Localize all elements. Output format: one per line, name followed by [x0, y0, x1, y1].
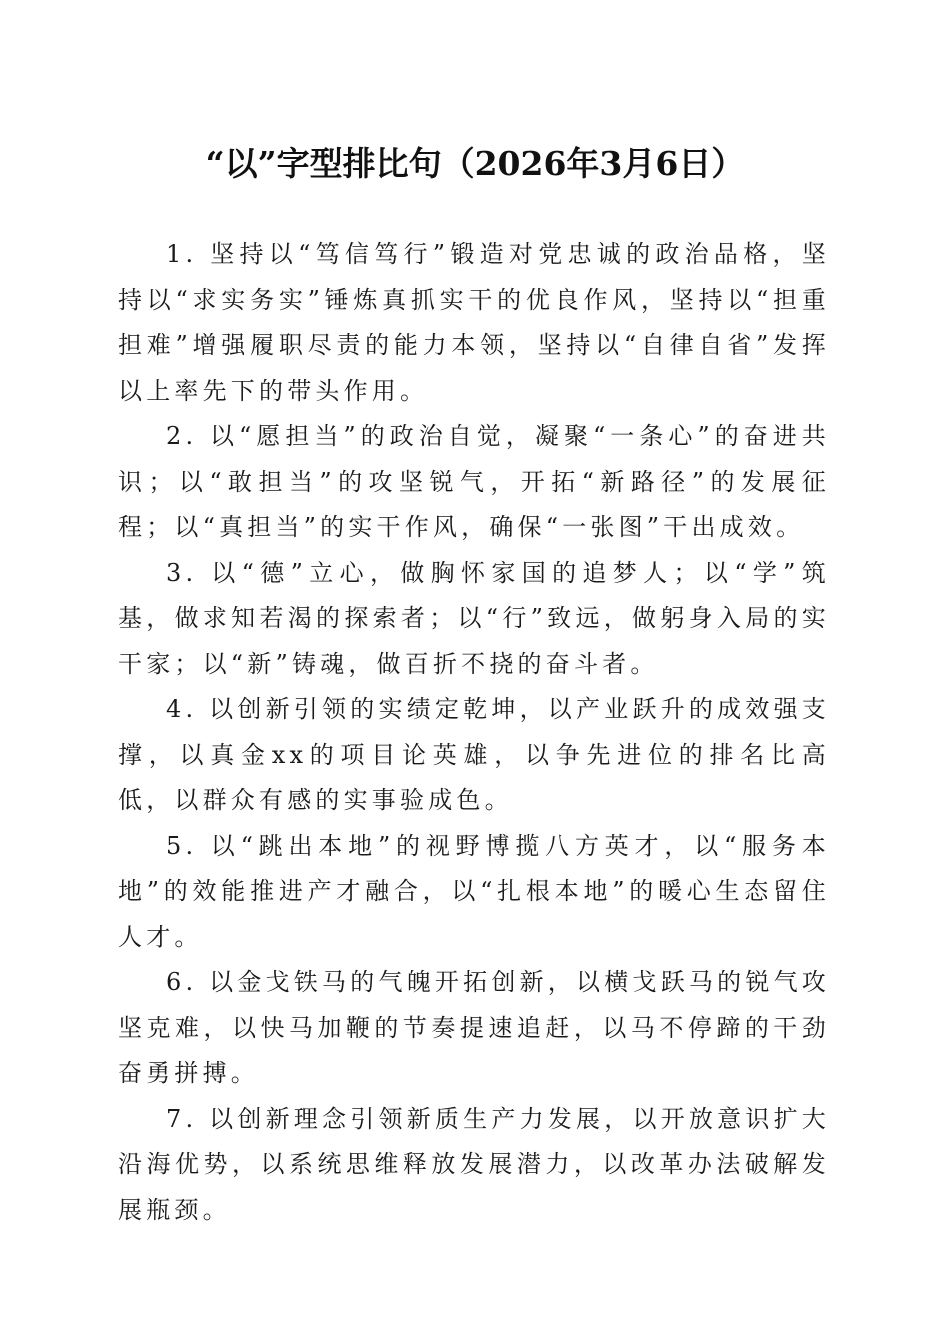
paragraph-4: 4. 以创新引领的实绩定乾坤，以产业跃升的成效强支撑，以真金xx的项目论英雄，以争先进位的排名比高低，以群众有感的实事验成色。	[118, 695, 830, 814]
document-title: “以”字型排比句（2026年3月6日）	[205, 144, 745, 183]
paragraph-6: 6. 以金戈铁马的气魄开拓创新，以横戈跃马的锐气攻坚克难，以快马加鞭的节奏提速追赶，以马不停蹄的干劲奋勇拼搏。	[118, 968, 830, 1087]
paragraph-2: 2. 以“愿担当”的政治自觉，凝聚“一条心”的奋进共识；以“敢担当”的攻坚锐气，开拓“新路径”的发展征程；以“真担当”的实干作风，确保“一张图”干出成效。	[118, 422, 830, 541]
paragraph-3: 3. 以“德”立心，做胸怀家国的追梦人；以“学”筑基，做求知若渴的探索者；以“行”致远，做躬身入局的实干家；以“新”铸魂，做百折不挠的奋斗者。	[118, 558, 830, 678]
document-body	[118, 232, 830, 1233]
paragraph-7: 7. 以创新理念引领新质生产力发展，以开放意识扩大沿海优势，以系统思维释放发展潜力，以改革办法破解发展瓶颈。	[118, 1104, 830, 1224]
paragraph-5: 5. 以“跳出本地”的视野博揽八方英才，以“服务本地”的效能推进产才融合，以“扎根本地”的暖心生态留住人才。	[118, 831, 830, 951]
paragraph-1: 1. 坚持以“笃信笃行”锻造对党忠诚的政治品格，坚持以“求实务实”锤炼真抓实干的优良作风，坚持以“担重担难”增强履职尽责的能力本领，坚持以“自律自省”发挥以上率先下的带头作用。	[118, 240, 830, 405]
